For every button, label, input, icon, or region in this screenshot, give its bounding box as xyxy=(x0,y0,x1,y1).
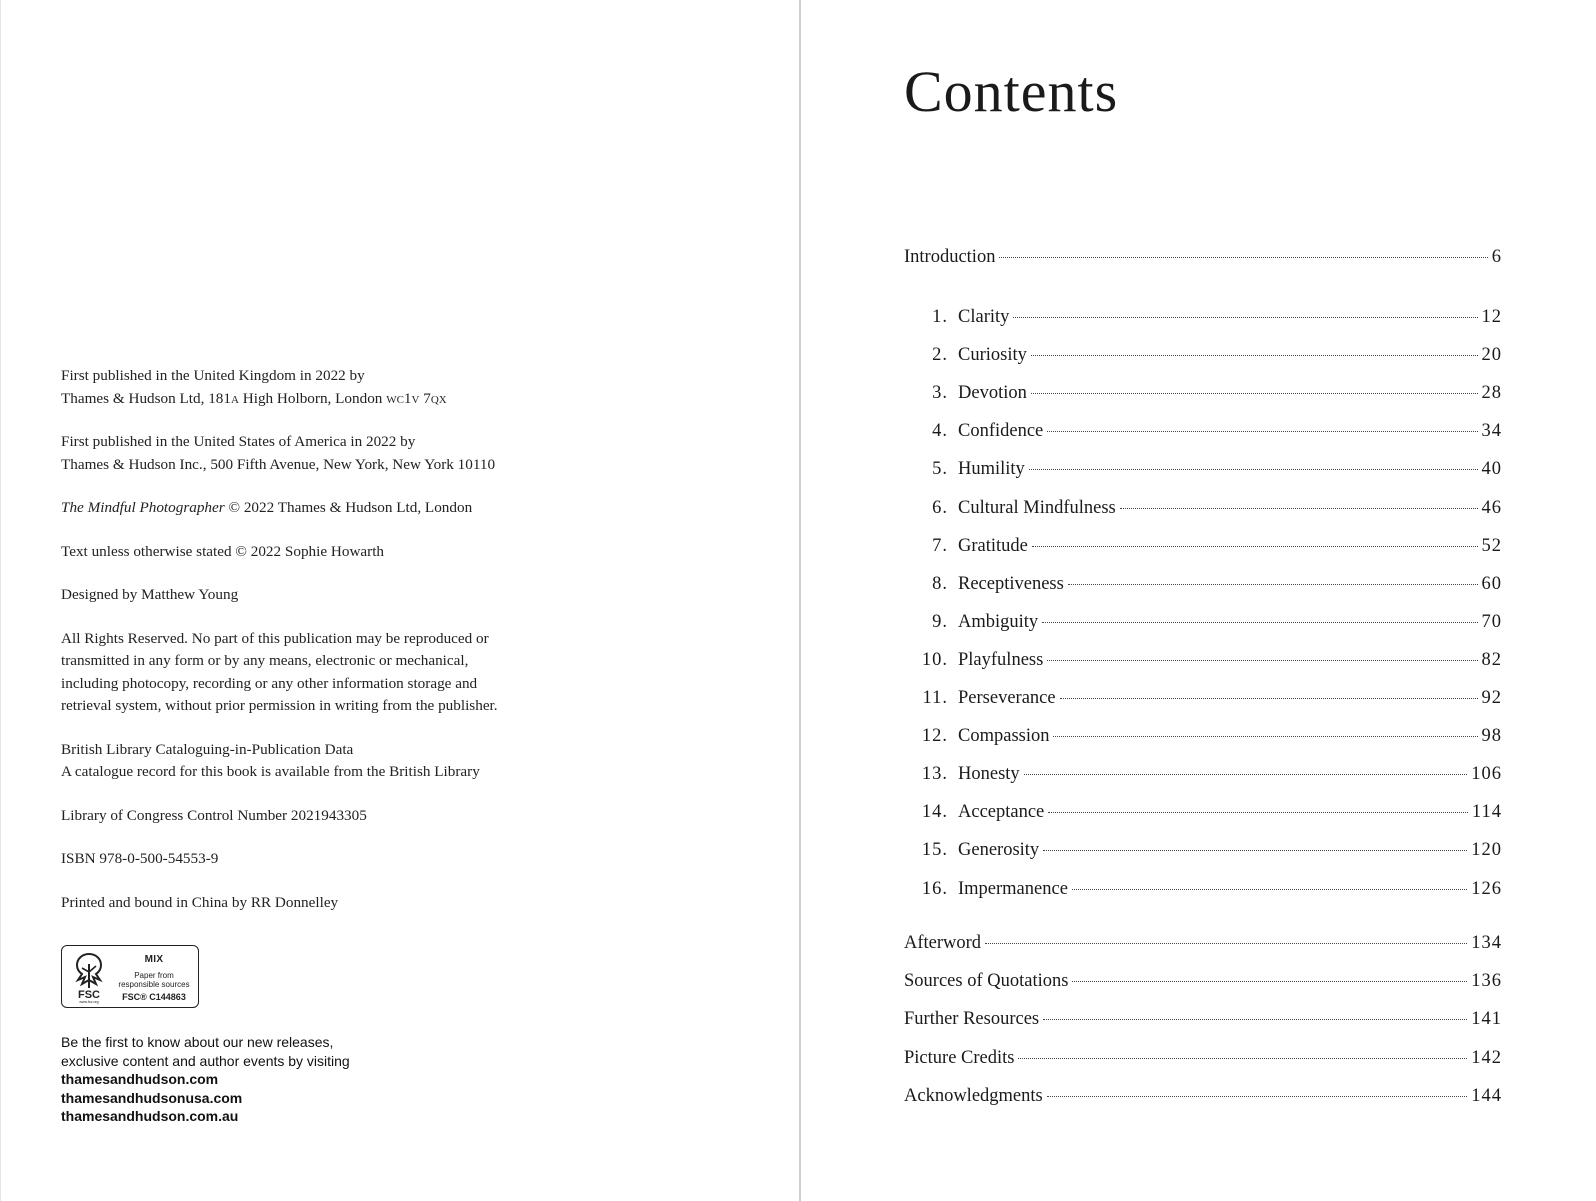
toc-chapter-number: 2. xyxy=(932,345,948,366)
toc-chapter-number: 9. xyxy=(932,611,948,632)
uk-postcode: wc1v 7qx xyxy=(386,389,447,407)
toc-dot-leader xyxy=(1018,1057,1467,1059)
toc-entry[interactable] xyxy=(904,459,1502,485)
copyright-holder: © 2022 Thames & Hudson Ltd, London xyxy=(224,499,473,516)
page-edge xyxy=(0,0,1,1201)
toc-entry[interactable] xyxy=(904,879,1502,905)
toc-page-number: 141 xyxy=(1471,1009,1502,1030)
fsc-sub-line-1: Paper from xyxy=(134,971,174,980)
toc-page-number: 60 xyxy=(1481,573,1502,594)
toc-dot-leader xyxy=(1053,735,1477,737)
us-publication xyxy=(61,431,581,476)
toc-dot-leader xyxy=(1032,545,1478,547)
printer-credit: Printed and bound in China by RR Donnelley xyxy=(61,893,339,911)
toc-entry-title: Picture Credits xyxy=(904,1047,1015,1068)
toc-entry[interactable] xyxy=(904,840,1502,866)
rights-line: retrieval system, without prior permission in writing from the publisher. xyxy=(61,697,498,714)
toc-entry[interactable] xyxy=(904,764,1502,790)
toc-page-number: 40 xyxy=(1481,459,1502,480)
toc-dot-leader xyxy=(985,942,1467,944)
toc-chapter-number: 15. xyxy=(921,840,948,861)
toc-chapter-number: 12. xyxy=(921,726,948,747)
toc-entry[interactable] xyxy=(904,1048,1502,1074)
toc-page-number: 82 xyxy=(1481,649,1502,670)
toc-page-number: 70 xyxy=(1481,611,1502,632)
toc-dot-leader xyxy=(1043,1018,1467,1020)
british-library-data xyxy=(61,739,581,784)
toc-page-number: 20 xyxy=(1481,345,1502,366)
uk-line-2 xyxy=(61,388,581,411)
toc-entry-title: Ambiguity xyxy=(958,611,1039,632)
toc-entry-title: Curiosity xyxy=(958,345,1027,366)
toc-entry[interactable] xyxy=(904,650,1502,676)
toc-entry[interactable] xyxy=(904,247,1502,273)
uk-publication xyxy=(61,365,581,410)
toc-entry[interactable] xyxy=(904,802,1502,828)
toc-page-number: 126 xyxy=(1471,878,1502,899)
fsc-label xyxy=(61,945,199,1008)
toc-dot-leader xyxy=(1047,430,1477,432)
toc-page-number: 142 xyxy=(1471,1047,1502,1068)
toc-dot-leader xyxy=(1043,849,1467,851)
toc-chapter-number: 1. xyxy=(932,307,948,327)
toc-dot-leader xyxy=(1047,1095,1468,1097)
promo-block xyxy=(61,1033,481,1126)
fsc-tree-icon xyxy=(68,950,110,1004)
fsc-code: FSC® C144863 xyxy=(122,992,186,1002)
toc-entry-title: Introduction xyxy=(904,247,996,267)
promo-line-2: exclusive content and author events by visiting xyxy=(61,1052,350,1069)
imprint-page xyxy=(61,365,581,935)
toc-dot-leader xyxy=(999,256,1487,258)
fsc-mix: MIX xyxy=(144,954,164,965)
toc-chapter-number: 4. xyxy=(932,421,948,442)
toc-entry-title: Acknowledgments xyxy=(904,1085,1043,1106)
copyright-line xyxy=(61,497,581,520)
toc-page-number: 144 xyxy=(1471,1085,1502,1106)
toc-page-number: 98 xyxy=(1481,726,1502,747)
toc-chapter-number: 5. xyxy=(932,459,948,480)
toc-chapter-number: 8. xyxy=(932,573,948,594)
toc-dot-leader xyxy=(1031,392,1478,394)
toc-entry-title: Afterword xyxy=(904,933,982,953)
toc-dot-leader xyxy=(1120,507,1478,509)
toc-chapter-number: 6. xyxy=(932,497,948,518)
toc-entry-title: Compassion xyxy=(958,726,1050,747)
toc-dot-leader xyxy=(1060,697,1478,699)
us-line-1: First published in the United States of America in 2022 by xyxy=(61,433,416,450)
toc-entry-title: Generosity xyxy=(958,840,1040,861)
toc-entry[interactable] xyxy=(904,307,1502,333)
toc-dot-leader xyxy=(1048,811,1468,813)
toc-entry-title: Perseverance xyxy=(958,688,1056,708)
fsc-site: www.fsc.org xyxy=(79,1000,99,1004)
toc-entry[interactable] xyxy=(904,383,1502,409)
website-link[interactable]: thamesandhudson.com.au xyxy=(61,1108,239,1125)
rights-line: All Rights Reserved. No part of this publication may be reproduced or xyxy=(61,629,489,647)
toc-entry[interactable] xyxy=(904,971,1502,997)
toc-entry-title: Playfulness xyxy=(958,649,1044,670)
bl-line-2: A catalogue record for this book is available from the British Library xyxy=(61,763,480,780)
toc-page-number: 28 xyxy=(1481,383,1502,404)
toc-chapter-number: 7. xyxy=(932,535,948,556)
toc-dot-leader xyxy=(1013,316,1477,318)
toc-entry-title: Devotion xyxy=(958,383,1027,404)
toc-entry-title: Clarity xyxy=(958,307,1010,327)
toc-entry-title: Acceptance xyxy=(958,802,1045,823)
toc-dot-leader xyxy=(1031,354,1478,356)
toc-entry-title: Confidence xyxy=(958,421,1044,442)
toc-chapter-number: 13. xyxy=(921,764,948,785)
toc-dot-leader xyxy=(1047,659,1477,661)
toc-page-number: 106 xyxy=(1471,764,1502,785)
rights-line: transmitted in any form or by any means, electronic or mechanical, xyxy=(61,652,469,669)
fsc-brand: FSC xyxy=(78,989,100,1001)
website-link[interactable]: thamesandhudson.com xyxy=(61,1071,219,1088)
toc-dot-leader xyxy=(1072,980,1467,982)
promo-line-1: Be the first to know about our new releases, xyxy=(61,1034,334,1050)
toc-entry-title: Cultural Mindfulness xyxy=(958,497,1116,518)
toc-page-number: 136 xyxy=(1471,971,1502,992)
rights-statement xyxy=(61,628,581,718)
toc-chapter-number: 10. xyxy=(921,649,948,670)
page-gutter xyxy=(799,0,801,1201)
website-link[interactable]: thamesandhudsonusa.com xyxy=(61,1089,243,1106)
toc-dot-leader xyxy=(1029,468,1478,470)
toc-page-number: 12 xyxy=(1481,307,1502,327)
toc-page-number: 34 xyxy=(1481,421,1502,442)
toc-entry-title: Honesty xyxy=(958,764,1020,785)
toc-page-number: 134 xyxy=(1471,933,1502,953)
toc-entry-title: Further Resources xyxy=(904,1009,1040,1030)
toc-page-number: 114 xyxy=(1471,802,1502,823)
loc-number: Library of Congress Control Number 2021943305 xyxy=(61,806,367,824)
toc-entry-title: Humility xyxy=(958,459,1025,480)
toc-chapter-number: 14. xyxy=(921,802,948,823)
toc-entry-title: Gratitude xyxy=(958,535,1028,556)
toc-page-number: 46 xyxy=(1481,497,1502,518)
toc-entry[interactable] xyxy=(904,933,1502,959)
toc-page-number: 120 xyxy=(1471,840,1502,861)
toc-entry[interactable] xyxy=(904,536,1502,562)
toc-entry[interactable] xyxy=(904,726,1502,752)
book-title: The Mindful Photographer xyxy=(61,499,225,516)
toc-page-number: 6 xyxy=(1491,247,1502,267)
uk-line-1: First published in the United Kingdom in 2022 by xyxy=(61,367,365,384)
toc-entry-title: Impermanence xyxy=(958,878,1068,899)
toc-entry[interactable] xyxy=(904,1009,1502,1035)
toc-dot-leader xyxy=(1068,583,1478,585)
us-line-2: Thames & Hudson Inc., 500 Fifth Avenue, New York, New York 10110 xyxy=(61,455,496,473)
toc-entry[interactable] xyxy=(904,612,1502,638)
uk-address-start: Thames & Hudson Ltd, 181 xyxy=(61,389,231,407)
toc-dot-leader xyxy=(1042,621,1477,623)
toc-dot-leader xyxy=(1024,773,1468,775)
uk-address-mid: High Holborn, London xyxy=(238,389,387,407)
toc-page-number: 52 xyxy=(1481,535,1502,556)
toc-dot-leader xyxy=(1072,888,1467,890)
toc-chapter-number: 16. xyxy=(921,878,948,899)
bl-line-1: British Library Cataloguing-in-Publication Data xyxy=(61,740,354,758)
fsc-sub-line-2: responsible sources xyxy=(118,980,190,989)
uk-address-suffix: a xyxy=(231,389,239,407)
toc-entry[interactable] xyxy=(904,688,1502,714)
toc-entry[interactable] xyxy=(904,345,1502,371)
toc-entry[interactable] xyxy=(904,574,1502,600)
toc-chapter-number: 11. xyxy=(922,688,948,708)
toc-page-number: 92 xyxy=(1481,688,1502,708)
contents-title: Contents xyxy=(904,59,1119,124)
toc-entry[interactable] xyxy=(904,498,1502,524)
toc-entry-title: Sources of Quotations xyxy=(904,971,1069,992)
toc-chapter-number: 3. xyxy=(932,383,948,404)
toc-entry[interactable] xyxy=(904,1086,1502,1112)
toc-entry-title: Receptiveness xyxy=(958,573,1064,594)
isbn: ISBN 978-0-500-54553-9 xyxy=(61,850,219,867)
designer-credit: Designed by Matthew Young xyxy=(61,586,239,603)
toc-entry[interactable] xyxy=(904,421,1502,447)
fsc-sources xyxy=(114,971,194,989)
text-copyright: Text unless otherwise stated © 2022 Sophie Howarth xyxy=(61,542,385,560)
rights-line: including photocopy, recording or any other information storage and xyxy=(61,674,478,692)
